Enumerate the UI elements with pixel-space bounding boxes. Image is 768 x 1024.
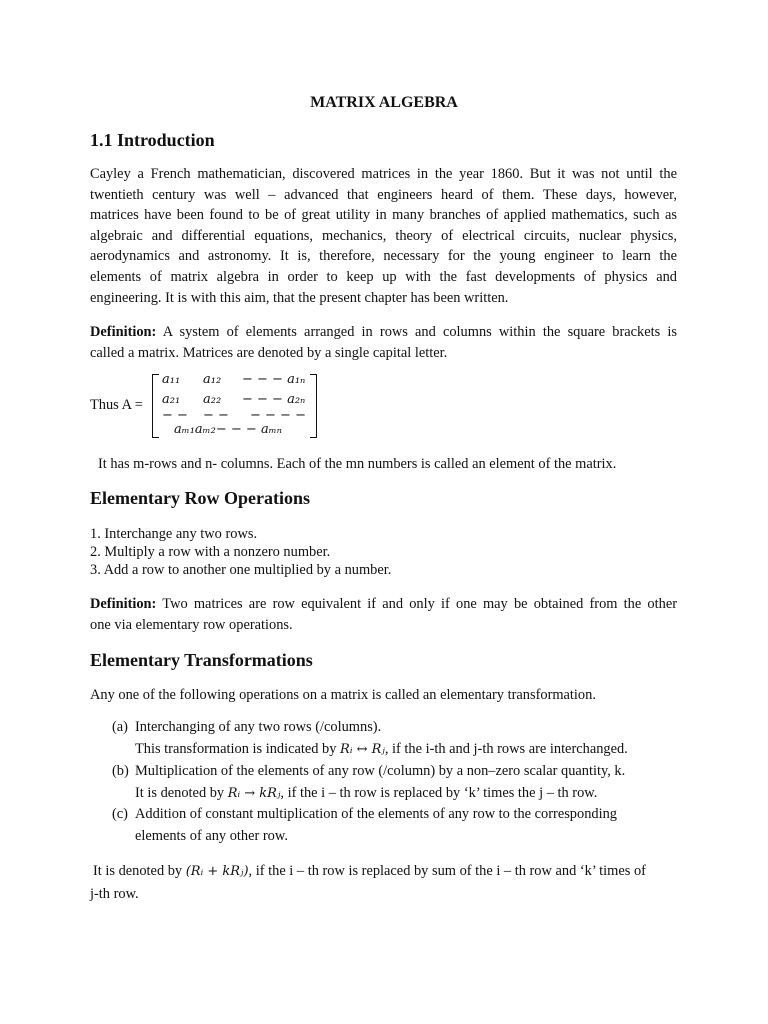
paragraph-line: elements of matrix algebra in order to keep up with the fast developments of physics and xyxy=(90,268,677,285)
matrix-cell: − − xyxy=(162,408,188,423)
list-item-line: Interchanging of any two rows (/columns). xyxy=(135,719,382,735)
list-item-line: elements of any other row. xyxy=(135,827,288,844)
list-item-line: Addition of constant multiplication of the elements of any row to the corresponding xyxy=(135,806,617,822)
matrix-cell: a₁₂ xyxy=(203,372,222,387)
list-item-line: This transformation is indicated by Rᵢ ↔ Rⱼ, if the i-th and j-th rows are interchanged. xyxy=(135,740,628,757)
matrix-cell: a₂₁ xyxy=(162,392,181,407)
list-marker: (a) xyxy=(112,719,128,735)
formula: (Rᵢ + kRⱼ) xyxy=(185,864,249,879)
paragraph-line: engineering. It is with this aim, that the present chapter has been written. xyxy=(90,289,509,306)
matrix-cell: a₁₁ xyxy=(162,372,181,387)
list-item: 3. Add a row to another one multiplied by a number. xyxy=(90,562,392,578)
matrix-note: It has m-rows and n- columns. Each of the mn numbers is called an element of the matrix. xyxy=(98,456,617,472)
definition-label: Definition: xyxy=(90,596,157,612)
matrix-cell: − − − a₁ₙ xyxy=(242,372,306,387)
paragraph-line: It is denoted by (Rᵢ + kRⱼ), if the i – th row is replaced by sum of the i – th row and ‘k’ times of xyxy=(93,863,646,879)
list-item-line: It is denoted by Rᵢ → kRⱼ, if the i – th row is replaced by ‘k’ times the j – th row. xyxy=(135,784,598,801)
list-item xyxy=(135,717,628,760)
paragraph-line: matrices have been found to be of great utility in many branches of applied mathematics, such as xyxy=(90,207,677,224)
matrix-cell: − − − a₂ₙ xyxy=(242,392,306,407)
matrix-a xyxy=(90,372,330,438)
transform-list xyxy=(0,716,768,848)
intro-paragraph xyxy=(90,164,677,308)
definition-row-equivalent xyxy=(90,594,677,635)
paragraph-line: algebraic and differential equations, mechanics, theory of electrical circuits, nuclear physics, xyxy=(90,227,677,244)
list-item xyxy=(135,804,617,847)
closing-paragraph xyxy=(90,860,690,905)
definition-text: one via elementary row operations. xyxy=(90,616,293,633)
matrix-prefix: Thus A = xyxy=(90,397,143,413)
matrix-cell: aₘ₁aₘ₂− − − aₘₙ xyxy=(174,422,282,437)
definition-text: called a matrix. Matrices are denoted by a single capital letter. xyxy=(90,344,448,361)
left-bracket xyxy=(152,374,159,438)
transforms-intro: Any one of the following operations on a matrix is called an elementary transformation. xyxy=(90,687,596,703)
list-marker: (b) xyxy=(112,763,129,779)
right-bracket xyxy=(310,374,317,438)
list-item: 2. Multiply a row with a nonzero number. xyxy=(90,544,331,560)
list-marker: (c) xyxy=(112,806,128,822)
list-item xyxy=(135,761,625,804)
definition-text: Two matrices are row equivalent if and only if one may be obtained from the other xyxy=(156,596,677,612)
intro-heading: 1.1 Introduction xyxy=(90,130,215,150)
paragraph-line: Cayley a French mathematician, discovered matrices in the year 1860. But it was not until the xyxy=(90,166,677,182)
matrix-cell: − − − − xyxy=(250,408,306,423)
definition-matrix xyxy=(90,322,677,363)
paragraph-line: aerodynamics and astronomy. It is, therefore, necessary for the young engineer to learn the xyxy=(90,248,677,265)
matrix-cell: − − xyxy=(203,408,229,423)
formula: Rᵢ → kRⱼ xyxy=(227,785,281,801)
transforms-heading: Elementary Transformations xyxy=(90,650,313,670)
formula: Rᵢ ↔ Rⱼ xyxy=(340,741,385,757)
row-ops-heading: Elementary Row Operations xyxy=(90,488,310,508)
list-item: 1. Interchange any two rows. xyxy=(90,526,258,542)
definition-label: Definition: xyxy=(90,324,157,340)
matrix-cell: a₂₂ xyxy=(203,392,222,407)
definition-text: A system of elements arranged in rows and columns within the square brackets is xyxy=(156,324,677,340)
list-item-line: Multiplication of the elements of any row (/column) by a non–zero scalar quantity, k. xyxy=(135,763,626,779)
page-title: MATRIX ALGEBRA xyxy=(310,94,458,111)
paragraph-line: twentieth century was well – advanced that engineers heard of them. These days, however, xyxy=(90,186,677,203)
paragraph-line: j-th row. xyxy=(90,886,139,902)
